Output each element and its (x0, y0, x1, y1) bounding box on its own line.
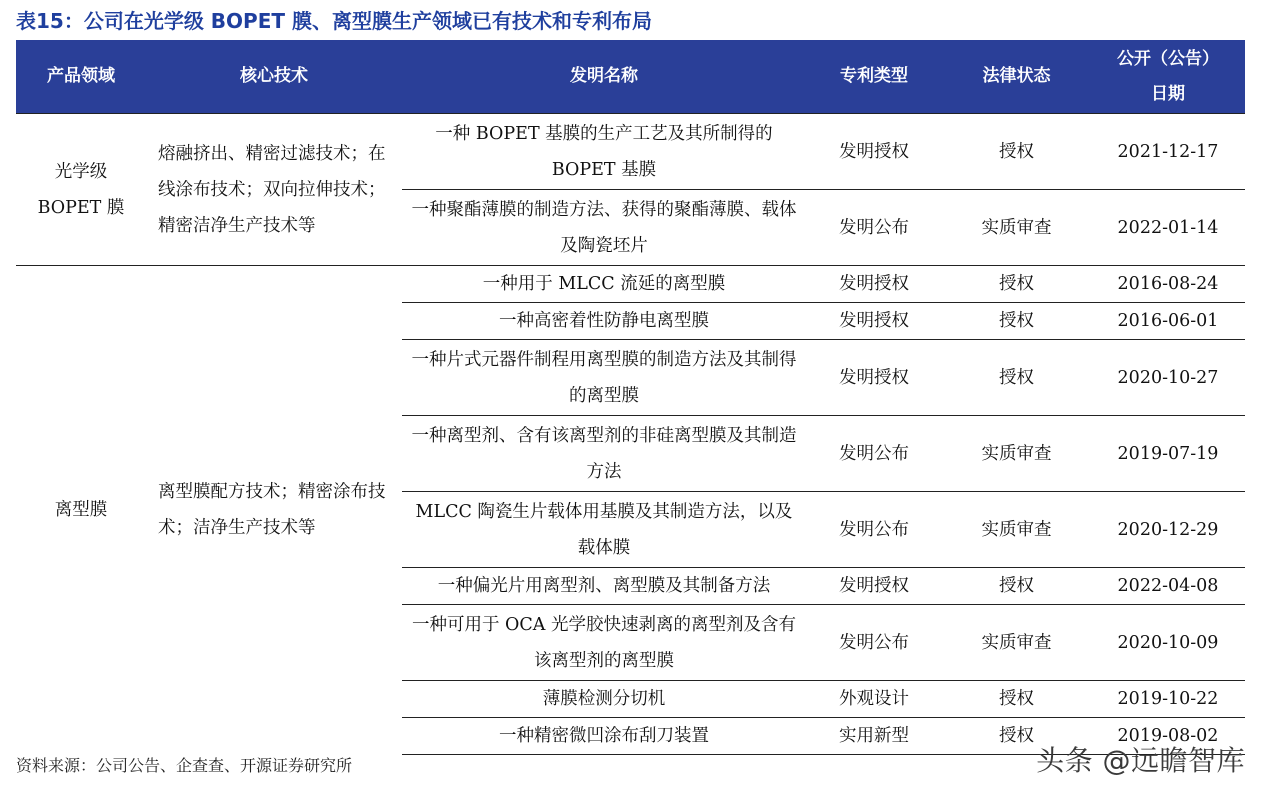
legal-status: 授权 (999, 141, 1034, 162)
field-cell-release-film: 离型膜 (16, 266, 146, 755)
publish-date: 2022-01-14 (1091, 190, 1245, 266)
header-tech: 核心技术 (146, 40, 402, 114)
header-date (1091, 40, 1245, 114)
patent-type: 发明授权 (806, 340, 942, 416)
tech-cell-bopet: 熔融挤出、精密过滤技术；在线涂布技术；双向拉伸技术；精密洁净生产技术等 (158, 143, 386, 236)
patent-type: 外观设计 (806, 681, 942, 718)
watermark: 头条 @远瞻智库 (1036, 744, 1245, 777)
field-line2: BOPET 膜 (37, 197, 125, 218)
patent-type: 发明授权 (839, 141, 909, 162)
publish-date: 2016-08-24 (1091, 266, 1245, 303)
patent-type: 发明公布 (806, 605, 942, 681)
header-date-line1: 公开（公告） (1117, 48, 1219, 69)
legal-status: 实质审查 (942, 605, 1091, 681)
header-date-line2: 日期 (1151, 83, 1185, 104)
patent-type: 发明授权 (806, 266, 942, 303)
legal-status: 授权 (942, 681, 1091, 718)
header-name: 发明名称 (402, 40, 806, 114)
publish-date: 2016-06-01 (1091, 303, 1245, 340)
patent-type: 发明授权 (806, 568, 942, 605)
invention-name: 一种离型剂、含有该离型剂的非硅离型膜及其制造方法 (402, 416, 806, 492)
invention-name: MLCC 陶瓷生片载体用基膜及其制造方法，以及载体膜 (402, 492, 806, 568)
invention-name: 一种 BOPET 基膜的生产工艺及其所制得的 BOPET 基膜 (435, 123, 773, 180)
invention-name: 一种高密着性防静电离型膜 (402, 303, 806, 340)
publish-date: 2019-08-02 (1091, 718, 1245, 755)
tech-cell-release-film: 离型膜配方技术；精密涂布技术；洁净生产技术等 (146, 266, 402, 755)
patent-type: 发明公布 (806, 492, 942, 568)
legal-status: 实质审查 (942, 190, 1091, 266)
publish-date: 2020-10-27 (1091, 340, 1245, 416)
header-status: 法律状态 (942, 40, 1091, 114)
patent-type: 实用新型 (806, 718, 942, 755)
header-type: 专利类型 (806, 40, 942, 114)
patent-type: 发明授权 (806, 303, 942, 340)
legal-status: 实质审查 (942, 416, 1091, 492)
publish-date: 2019-07-19 (1091, 416, 1245, 492)
header-row (16, 40, 1245, 114)
invention-name: 一种偏光片用离型剂、离型膜及其制备方法 (402, 568, 806, 605)
field-cell-bopet (16, 114, 146, 266)
table-row (16, 266, 1245, 303)
table-title: 表15：公司在光学级 BOPET 膜、离型膜生产领域已有技术和专利布局 (16, 9, 652, 33)
legal-status: 授权 (942, 303, 1091, 340)
publish-date: 2021-12-17 (1117, 141, 1219, 162)
legal-status: 授权 (942, 718, 1091, 755)
legal-status: 授权 (942, 266, 1091, 303)
patent-type: 发明公布 (806, 416, 942, 492)
publish-date: 2022-04-08 (1091, 568, 1245, 605)
table-row (16, 114, 1245, 190)
patent-type: 发明公布 (806, 190, 942, 266)
invention-name: 一种用于 MLCC 流延的离型膜 (402, 266, 806, 303)
invention-name: 一种可用于 OCA 光学胶快速剥离的离型剂及含有该离型剂的离型膜 (402, 605, 806, 681)
publish-date: 2020-10-09 (1091, 605, 1245, 681)
publish-date: 2020-12-29 (1091, 492, 1245, 568)
header-field: 产品领域 (16, 40, 146, 114)
invention-name: 一种聚酯薄膜的制造方法、获得的聚酯薄膜、载体及陶瓷坯片 (402, 190, 806, 266)
publish-date: 2019-10-22 (1091, 681, 1245, 718)
source-note: 资料来源：公司公告、企查查、开源证券研究所 (16, 756, 353, 775)
field-line1: 光学级 (54, 161, 108, 182)
legal-status: 实质审查 (942, 492, 1091, 568)
legal-status: 授权 (942, 568, 1091, 605)
patent-table (16, 40, 1245, 755)
invention-name: 一种精密微凹涂布刮刀装置 (402, 718, 806, 755)
invention-name: 薄膜检测分切机 (402, 681, 806, 718)
invention-name: 一种片式元器件制程用离型膜的制造方法及其制得的离型膜 (402, 340, 806, 416)
legal-status: 授权 (942, 340, 1091, 416)
